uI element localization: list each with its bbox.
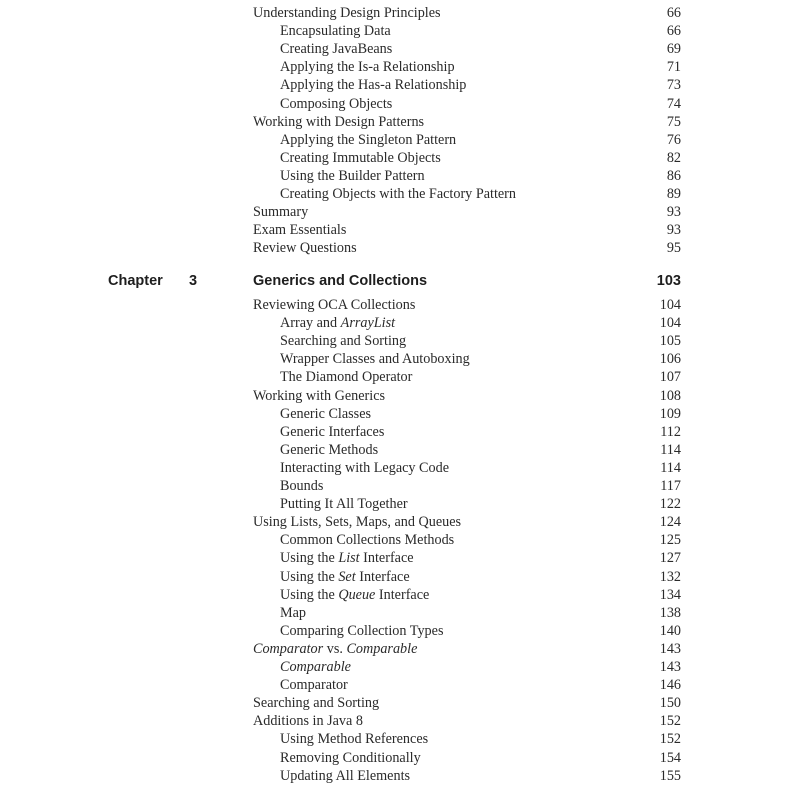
- toc-title-part: Wrapper Classes and Autoboxing: [280, 351, 470, 368]
- toc-entry-title: [253, 221, 346, 239]
- toc-title-italic-part: Set: [338, 568, 356, 585]
- toc-entry: [253, 513, 681, 531]
- toc-entry: [253, 694, 681, 712]
- toc-title-italic-part: Queue: [338, 586, 376, 603]
- toc-page-number: 143: [659, 640, 681, 657]
- toc-title-part: Working with Generics: [253, 387, 386, 404]
- toc-subentry: [280, 531, 681, 549]
- toc-page-number: 104: [659, 297, 681, 313]
- toc-title-part: Interacting with Legacy Code: [280, 459, 450, 476]
- toc-entry: [253, 239, 681, 257]
- toc-page-number: 122: [659, 496, 681, 513]
- toc-title-part: Putting It All Together: [280, 496, 408, 513]
- toc-title-part: Bounds: [280, 478, 324, 494]
- toc-title-italic-part: List: [338, 550, 360, 567]
- toc-title-part: Exam Essentials: [253, 222, 347, 239]
- chapter-label: Chapter: [108, 273, 163, 289]
- toc-title-part: Searching and Sorting: [280, 333, 407, 350]
- toc-subentry: [280, 131, 681, 149]
- toc-subentry: [280, 149, 681, 167]
- toc-entry-title: [280, 531, 454, 549]
- toc-page-number: 125: [659, 532, 681, 549]
- toc-entry-title: [280, 767, 410, 785]
- toc-entry-title: [280, 423, 384, 441]
- toc-subentry: [280, 622, 681, 640]
- toc-subentry: [280, 477, 681, 495]
- toc-entry-title: [253, 296, 415, 314]
- toc-entry: [253, 113, 681, 131]
- toc-subentry: [280, 167, 681, 185]
- toc-title-part: Applying the Is-a Relationship: [280, 59, 455, 76]
- toc-subentry: [280, 40, 681, 58]
- toc-page-number: 106: [659, 351, 681, 368]
- toc-page-number: 152: [659, 713, 681, 730]
- toc-subentry: [280, 549, 681, 567]
- toc-title-part: Interface: [359, 550, 414, 567]
- toc-entry-title: [280, 149, 441, 167]
- toc-entry-title: [253, 203, 308, 221]
- toc-page-number: 76: [666, 131, 681, 148]
- toc-page-number: 105: [659, 333, 681, 350]
- toc-page-number: 146: [659, 677, 681, 694]
- toc-page-number: 109: [659, 405, 681, 422]
- toc-subentry: [280, 350, 681, 368]
- toc-page-number: 82: [666, 149, 681, 166]
- toc-title-part: Searching and Sorting: [253, 695, 380, 712]
- toc-page-number: 140: [659, 622, 681, 639]
- toc-page-number: 93: [666, 222, 681, 239]
- toc-subentry: [280, 604, 681, 622]
- toc-title-part: Summary: [253, 204, 309, 221]
- toc-title-part: Using the Builder Pattern: [280, 167, 425, 184]
- toc-entry-title: [280, 131, 456, 149]
- toc-title-part: Using the: [280, 568, 339, 585]
- toc-title-part: Review Questions: [253, 240, 357, 257]
- toc-title-part: The Diamond Operator: [280, 369, 413, 386]
- toc-entry-title: [280, 622, 443, 640]
- toc-page-number: 108: [659, 387, 681, 404]
- chapter-title: Generics and Collections: [253, 273, 428, 289]
- toc-page-number: 93: [666, 204, 681, 221]
- toc-entry-title: [280, 676, 348, 694]
- toc-entry-title: [280, 586, 429, 604]
- toc-page-number: 74: [666, 95, 681, 112]
- toc-entry-title: [280, 495, 408, 513]
- toc-page-number: 155: [659, 767, 681, 784]
- toc-title-part: Using Lists, Sets, Maps, and Queues: [253, 514, 462, 531]
- toc-title-part: Working with Design Patterns: [253, 113, 425, 130]
- toc-entry-title: [280, 459, 449, 477]
- toc-subentry: [280, 459, 681, 477]
- toc-entry-title: [280, 477, 323, 495]
- toc-entry-title: [280, 40, 392, 58]
- toc-subentry: [280, 767, 681, 785]
- toc-page-number: 104: [659, 315, 681, 332]
- toc-entry: [253, 221, 681, 239]
- toc-title-part: Applying the Has-a Relationship: [280, 77, 467, 94]
- toc-entry-title: [280, 604, 306, 622]
- chapter-page-number: 103: [656, 273, 681, 289]
- toc-title-part: Using the: [280, 586, 339, 603]
- toc-subentry: [280, 314, 681, 332]
- toc-title-part: Generic Interfaces: [280, 423, 385, 440]
- toc-entry-title: [253, 4, 441, 22]
- toc-entry-title: [253, 387, 385, 405]
- toc-title-part: Understanding Design Principles: [253, 5, 441, 21]
- toc-page-number: 114: [660, 441, 681, 458]
- toc-subentry: [280, 441, 681, 459]
- toc-page-number: 69: [666, 41, 681, 58]
- toc-page-number: 143: [659, 659, 681, 675]
- toc-entry-title: [280, 332, 406, 350]
- toc-page-number: 112: [660, 423, 681, 440]
- toc-subentry: [280, 95, 681, 113]
- toc-entry-title: [280, 58, 455, 76]
- toc-entry-title: [280, 350, 470, 368]
- toc-page-number: 134: [659, 586, 681, 603]
- toc-title-part: Interface: [375, 586, 430, 603]
- toc-entry-title: [253, 113, 424, 131]
- toc-subentry: [280, 676, 681, 694]
- toc-subentry: [280, 586, 681, 604]
- toc-entry-title: [280, 185, 516, 203]
- toc-page-number: 66: [666, 5, 681, 21]
- toc-title-part: Using Method References: [280, 731, 429, 748]
- toc-title-part: Array and: [280, 315, 341, 332]
- toc-title-part: Common Collections Methods: [280, 532, 455, 549]
- toc-entry-title: [280, 658, 351, 676]
- toc-entry: [253, 712, 681, 730]
- toc-subentry: [280, 368, 681, 386]
- toc-subentry: [280, 405, 681, 423]
- toc-entry-title: [280, 568, 410, 586]
- toc-title-part: Comparator: [280, 677, 348, 694]
- toc-page-number: 114: [660, 459, 681, 476]
- toc-page-number: 152: [659, 731, 681, 748]
- chapter-heading: [108, 270, 681, 292]
- toc-title-italic-part: ArrayList: [340, 315, 396, 332]
- toc-subentry: [280, 76, 681, 94]
- toc-subentry: [280, 568, 681, 586]
- toc-title-part: Creating Objects with the Factory Pattern: [280, 186, 517, 202]
- toc-title-part: Using the: [280, 550, 339, 567]
- toc-subentry: [280, 749, 681, 767]
- toc-title-part: Reviewing OCA Collections: [253, 297, 416, 313]
- toc-subentry: [280, 22, 681, 40]
- toc-title-part: Creating JavaBeans: [280, 41, 393, 58]
- toc-entry: [253, 296, 681, 314]
- chapter-number: 3: [189, 273, 198, 289]
- toc-title-part: Generic Classes: [280, 405, 372, 422]
- toc-entry-title: [280, 549, 414, 567]
- toc-page-number: 138: [659, 604, 681, 621]
- toc-title-part: Creating Immutable Objects: [280, 149, 441, 166]
- toc-entry-title: [280, 405, 371, 423]
- toc-entry-title: [280, 749, 421, 767]
- toc-title-part: Composing Objects: [280, 95, 393, 112]
- toc-entry-title: [280, 368, 412, 386]
- toc-entry: [253, 387, 681, 405]
- toc-title-part: Additions in Java 8: [253, 713, 363, 730]
- toc-page-number: 124: [659, 514, 681, 531]
- toc-entry-title: [253, 712, 363, 730]
- toc-page-number: 107: [659, 369, 681, 386]
- toc-title-italic-part: Comparator: [253, 640, 324, 657]
- toc-subentry: [280, 332, 681, 350]
- toc-entry-title: [280, 314, 395, 332]
- toc-entry: [253, 4, 681, 22]
- toc-entry-title: [253, 239, 357, 257]
- toc-page-number: 89: [666, 186, 681, 202]
- toc-page-number: 66: [666, 23, 681, 40]
- toc-entry-title: [280, 76, 466, 94]
- toc-entry-title: [280, 730, 428, 748]
- toc-title-italic-part: Comparable: [346, 640, 418, 657]
- toc-entry-title: [253, 513, 461, 531]
- toc-page-number: 73: [666, 77, 681, 94]
- toc-entry-title: [280, 95, 392, 113]
- toc-subentry: [280, 185, 681, 203]
- toc-page-number: 75: [666, 113, 681, 130]
- toc-page-number: 71: [666, 59, 681, 76]
- toc-subentry: [280, 423, 681, 441]
- toc-title-italic-part: Comparable: [280, 659, 351, 675]
- toc-entry: [253, 640, 681, 658]
- toc-subentry: [280, 730, 681, 748]
- toc-page-number: 154: [659, 749, 681, 766]
- toc-title-part: Comparing Collection Types: [280, 622, 444, 639]
- toc-subentry: [280, 58, 681, 76]
- toc-subentry: [280, 495, 681, 513]
- toc-title-part: Encapsulating Data: [280, 23, 391, 40]
- toc-title-part: Updating All Elements: [280, 767, 411, 784]
- toc-page-number: 117: [660, 478, 681, 494]
- toc-entry-title: [280, 441, 378, 459]
- toc-page-number: 127: [659, 550, 681, 567]
- toc-subentry: [280, 658, 681, 676]
- toc-entry-title: [280, 167, 425, 185]
- toc-entry-title: [253, 640, 417, 658]
- toc-entry-title: [280, 22, 391, 40]
- toc-title-part: Interface: [355, 568, 410, 585]
- toc-entry: [253, 203, 681, 221]
- toc-title-part: Applying the Singleton Pattern: [280, 131, 457, 148]
- toc-entry-title: [253, 694, 379, 712]
- toc-page-number: 132: [659, 568, 681, 585]
- toc-title-part: Removing Conditionally: [280, 749, 421, 766]
- toc-page-number: 86: [666, 167, 681, 184]
- toc-page-number: 95: [666, 240, 681, 257]
- toc-title-part: Map: [280, 604, 307, 621]
- toc-page-number: 150: [659, 695, 681, 712]
- toc-title-part: Generic Methods: [280, 441, 379, 458]
- toc-title-part: vs.: [323, 640, 347, 657]
